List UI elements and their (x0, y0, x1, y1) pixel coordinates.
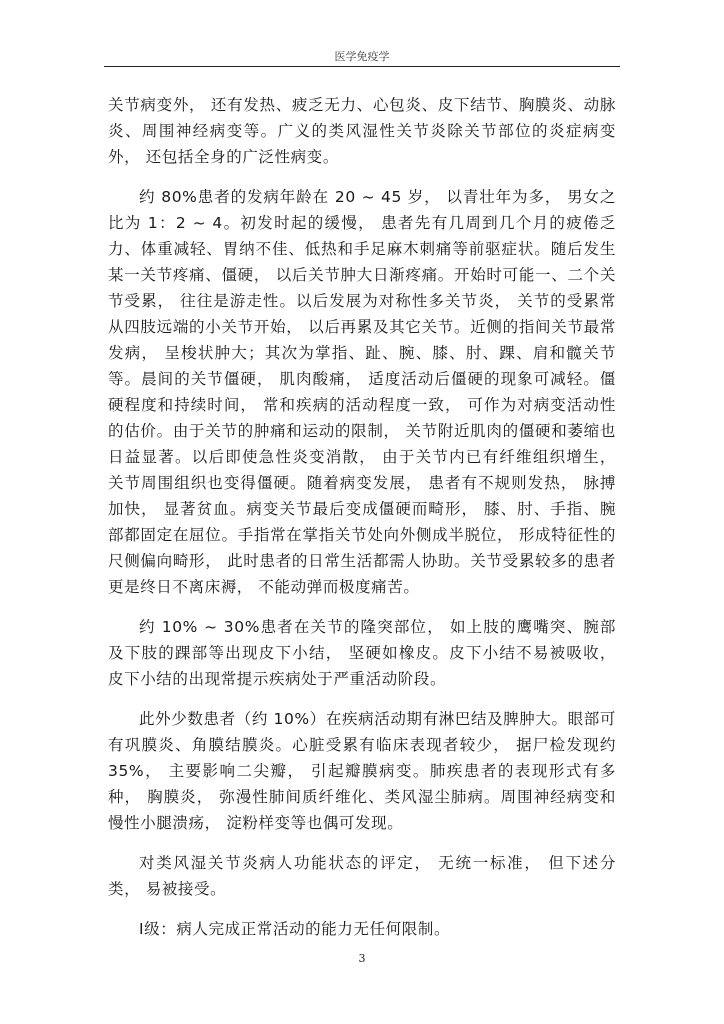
header-rule (104, 66, 620, 67)
paragraph-grade-one: Ⅰ级：病人完成正常活动的能力无任何限制。 (139, 920, 451, 938)
page-number: 3 (358, 952, 366, 965)
paragraph-subcutaneous-nodules: 约 10% ~ 30%患者在关节的隆突部位， 如上肢的鹰嘴突、腕部及下肢的踝部等出现皮下小结， 坚硬如橡皮。皮下小结不易被吸收， 皮下小结的出现常提示疾病处于严重活动阶段。 (108, 618, 616, 688)
paragraph-extra-articular: 此外少数患者（约 10%）在疾病活动期有淋巴结及脾肿大。眼部可有巩膜炎、角膜结膜炎。心脏受累有临床表现者较少， 据尸检发现约 35%， 主要影响二尖瓣， 引起瓣膜病变。肺疾患者的表现形式有多种， 胸膜炎， 弥漫性肺间质纤维化、类风湿尘肺病。周围神经病变和慢性小腿溃疡， 淀粉样变等也偶可发现。 (108, 710, 616, 832)
paragraph-functional-assessment: 对类风湿关节炎病人功能状态的评定， 无统一标准， 但下述分类， 易被接受。 (108, 854, 616, 898)
paragraph-continuation: 关节病变外， 还有发热、疲乏无力、心包炎、皮下结节、胸膜炎、动脉炎、周围神经病变等。广义的类风湿性关节炎除关节部位的炎症病变外， 还包括全身的广泛性病变。 (108, 96, 616, 166)
paragraph-onset-symptoms: 约 80%患者的发病年龄在 20 ~ 45 岁， 以青壮年为多， 男女之比为 1：2 ~ 4。初发时起的缓慢， 患者先有几周到几个月的疲倦乏力、体重减轻、胃纳不佳、低热和手足麻木刺痛等前驱症状。随后发生某一关节疼痛、僵硬， 以后关节肿大日渐疼痛。开始时可能一、二个关节受累， 往往是游走性。以后发展为对称性多关节炎， 关节的受累常从四肢远端的小关节开始， 以后再累及其它关节。近侧的指间关节最常发病， 呈梭状肿大；其次为掌指、趾、腕、膝、肘、踝、肩和髋关节等。晨间的关节僵硬， 肌肉酸痛， 适度活动后僵硬的现象可减轻。僵硬程度和持续时间， 常和疾病的活动程度一致， 可作为对病变活动性的估价。由于关节的肿痛和运动的限制， 关节附近肌肉的僵硬和萎缩也日益显著。以后即使急性炎变消散， 由于关节内已有纤维组织增生， 关节周围组织也变得僵硬。随着病变发展， 患者有不规则发热， 脉搏加快， 显著贫血。病变关节最后变成僵硬而畸形， 膝、肘、手指、腕部都固定在屈位。手指常在掌指关节处向外侧成半脱位， 形成特征性的尺侧偏向畸形， 此时患者的日常生活都需人协助。关节受累较多的患者更是终日不离床褥， 不能动弹而极度痛苦。 (108, 188, 616, 596)
running-header: 医学免疫学 (334, 50, 390, 63)
body-text (108, 92, 616, 942)
